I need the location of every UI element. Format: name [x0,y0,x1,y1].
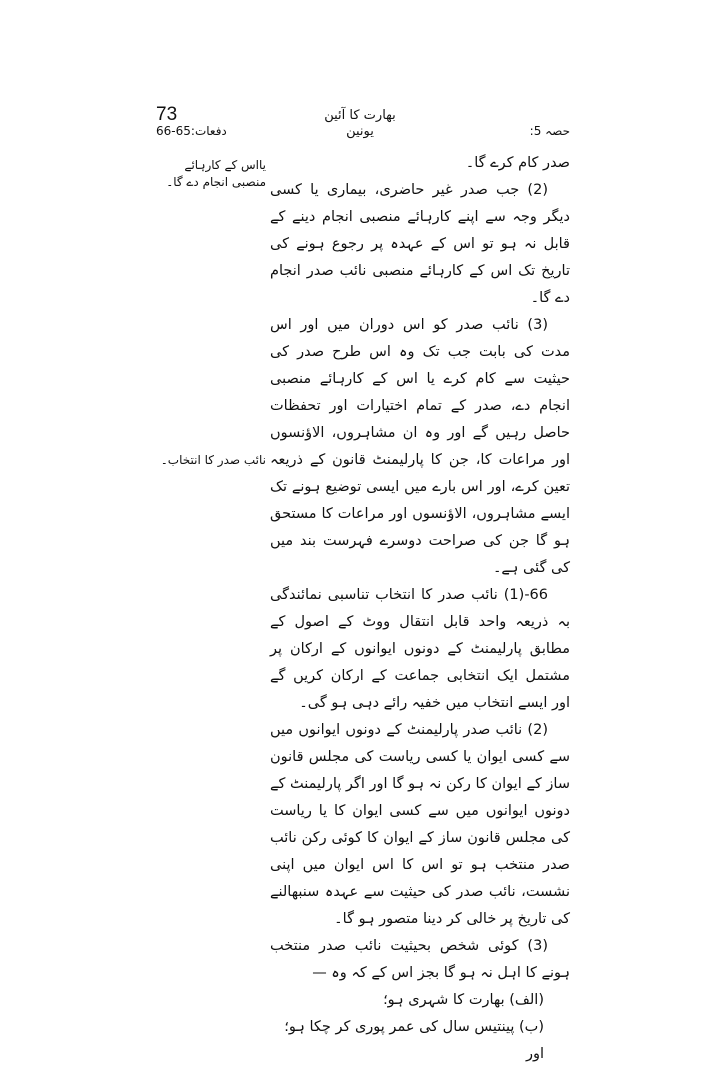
page-subtitle: یونین [346,124,374,139]
list-item: (ب) پینتیس سال کی عمر پوری کر چکا ہو؛ اور [284,1019,544,1062]
main-text [270,150,570,1068]
part-label: حصہ 5: [529,124,570,138]
paragraph: (2) نائب صدر پارلیمنٹ کے دونوں ایوانوں میں سے کسی ایوان یا کسی ریاست کی مجلس قانون ساز کے ایوان کا رکن نہ ہو گا اور اگر پارلیمنٹ کے دونوں ایوانوں میں سے کسی ایوان کا یا ریاست کی مجلس قانون ساز کے ایوان کا کوئی رکن نائب صدر منتخب ہو تو اس کا اس ایوان میں اپنی نشست، نائب صدر کی حیثیت سے عہدہ سنبھالنے کی تاریخ پر خالی کر دینا متصور ہو گا۔ [270,722,570,927]
paragraph: (3) کوئی شخص بحیثیت نائب صدر منتخب ہونے کا اہل نہ ہو گا بجز اس کے کہ وہ — [270,938,570,981]
list-item: (الف) بھارت کا شہری ہو؛ [383,992,544,1008]
margin-note: نائب صدر کا انتخاب۔ [160,453,266,467]
sections-label: دفعات:65-66 [156,124,227,138]
page-number: 73 [156,104,178,125]
paragraph: (2) جب صدر غیر حاضری، بیماری یا کسی دیگر وجہ سے اپنے کارہائے منصبی انجام دینے کے قابل نہ ہو تو اس کے عہدہ پر رجوع ہونے کی تاریخ تک اس کے کارہائے منصبی نائب صدر انجام دے گا۔ [270,182,570,306]
margin-note: یااس کے کارہائے منصبی انجام دے گا۔ [166,158,266,189]
paragraph: 66-(1) نائب صدر کا انتخاب تناسبی نمائندگی بہ ذریعہ واحد قابل انتقال ووٹ کے اصول کے مطابق پارلیمنٹ کے دونوں ایوانوں کے ارکان پر مشتمل ایک انتخابی جماعت کے ارکان کریں گے اور ایسے انتخاب میں خفیہ رائے دہی ہو گی۔ [270,587,570,711]
paragraph: صدر کام کرے گا۔ [465,155,570,171]
paragraph: (3) نائب صدر کو اس دوران میں اور اس مدت کی بابت جب تک وہ اس طرح صدر کی حیثیت سے کام کرے یا اس کے کارہائے منصبی انجام دے، صدر کے تمام اختیارات اور تحفظات حاصل رہیں گے اور وہ ان مشاہروں، الاؤنسوں اور مراعات کا، جن کا پارلیمنٹ قانون کے ذریعہ تعین کرے، اور اس بارے میں ایسی توضیع ہونے تک ایسے مشاہروں، الاؤنسوں اور مراعات کا مستحق ہو گا جن کی صراحت دوسرے فہرست بند میں کی گئی ہے۔ [270,317,570,576]
page-title: بھارت کا آئین [324,108,396,123]
